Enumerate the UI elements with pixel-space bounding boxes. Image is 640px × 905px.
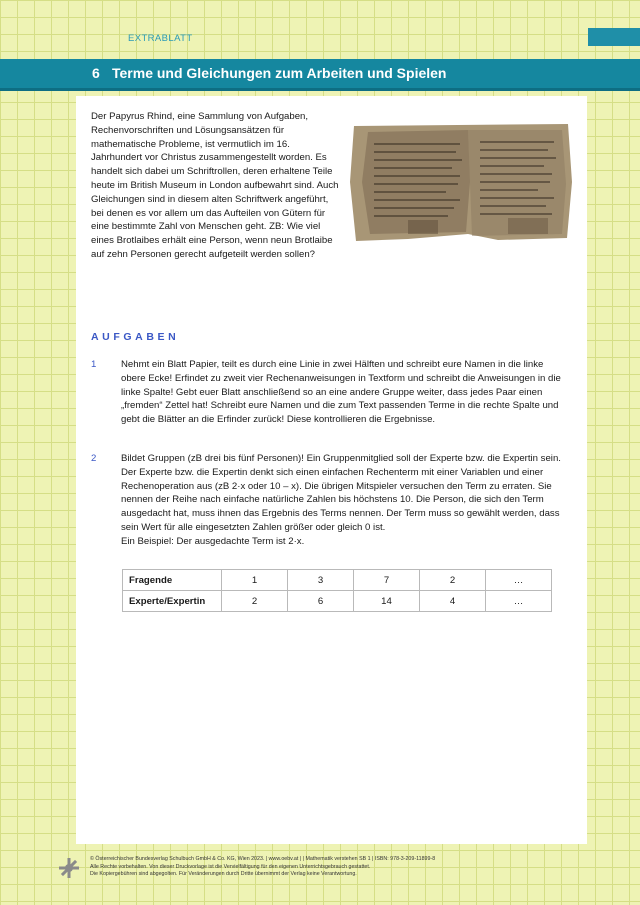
task-text: Nehmt ein Blatt Papier, teilt es durch eine Linie in zwei Hälften und schreibt eure Namen in die linke obere Ecke! Erfindet zu zweit vier Rechenanweisungen in Textform und schreibt die Anweisungen in die linke Spalte! Gebt euer Blatt anschließend so an eine andere Gruppe weiter, dass jedes Paar einen „fremden“ Zettel hat! Schreibt eure Namen und die zum Text passenden Terme in die rechte Spalte und gebt die Blätter an die Erfinder zurück! Diese kontrollieren die Ergebnisse. — [121, 359, 561, 426]
footer-line: © Österreichischer Bundesverlag Schulbuch GmbH & Co. KG, Wien 2023. | www.oebv.at | | Mathematik verstehen SB 1 | ISBN: 978-3-209-11899-8 — [90, 856, 436, 862]
chapter-title: Terme und Gleichungen zum Arbeiten und Spielen — [112, 65, 447, 81]
table-cell: … — [486, 570, 552, 591]
footer-line: Alle Rechte vorbehalten. Von dieser Druckvorlage ist die Vervielfältigung für den eigenen Unterrichtsgebrauch gestattet. — [90, 863, 371, 870]
table-cell: 6 — [288, 591, 354, 612]
extrablatt-label: EXTRABLATT — [128, 33, 193, 44]
footer-line: Die Kopiergebühren sind abgegolten. Für Veränderungen durch Dritte übernimmt der Verlag keine Verantwortung. — [90, 871, 357, 878]
section-heading-aufgaben: AUFGABEN — [91, 331, 180, 343]
task-text: Bildet Gruppen (zB drei bis fünf Personen)! Ein Gruppenmitglied soll der Experte bzw. die Expertin sein. Der Experte bzw. die Expertin denkt sich einen einfachen Rechenterm mit einer Variablen und einer Rechenoperation aus (zB 2·x oder 10 – x). Die übrigen Mitspieler versuchen den Term zu erraten. Sie nennen der Reihe nach einfache natürliche Zahlen bis höchstens 10. Die Person, die sich den Term ausgedacht hat, muss ihnen das Ergebnis des Terms nennen. Der Term muss so gewählt werden, dass sein Wert für alle eingesetzten Zahlen größer oder gleich 0 ist. — [121, 453, 561, 533]
papyrus-image — [348, 122, 574, 242]
table-cell: 7 — [354, 570, 420, 591]
header-tab-decoration — [588, 28, 640, 46]
intro-paragraph: Der Papyrus Rhind, eine Sammlung von Aufgaben, Rechenvorschriften und Lösungsansätzen für mathematische Probleme, ist vermutlich im 16. Jahrhundert vor Christus zusammengestellt worden. Es handelt sich dabei um Schriftrollen, deren erhaltene Teile heute im British Museum in London aufbewahrt sind. Auch Gleichungen sind in diesem alten Schriftwerk angeführt, bei denen es vor allem um das Aufteilen von Gütern für eine bestimmte Zahl von Menschen geht. ZB: Wie viel eines Brotlaibes erhält eine Person, wenn neun Brotlaibe auf zehn Personen gerecht aufgeteilt werden sollen? — [91, 111, 339, 260]
chapter-banner — [0, 59, 640, 88]
table-row — [123, 591, 552, 612]
task-number: 1 — [91, 359, 97, 370]
footer-copyright — [90, 856, 560, 879]
table-cell: 2 — [420, 570, 486, 591]
chapter-number: 6 — [92, 65, 100, 81]
row-label: Fragende — [123, 570, 222, 591]
table-cell: 4 — [420, 591, 486, 612]
row-label: Experte/Expertin — [123, 591, 222, 612]
table-cell: 14 — [354, 591, 420, 612]
table-row — [123, 570, 552, 591]
publisher-logo-icon — [58, 857, 80, 879]
worksheet-page — [76, 96, 587, 844]
table-cell: 3 — [288, 570, 354, 591]
table-cell: 1 — [222, 570, 288, 591]
task-number: 2 — [91, 453, 97, 464]
task-example: Ein Beispiel: Der ausgedachte Term ist 2·x. — [121, 535, 305, 547]
table-cell: … — [486, 591, 552, 612]
table-cell: 2 — [222, 591, 288, 612]
example-table — [122, 569, 552, 612]
